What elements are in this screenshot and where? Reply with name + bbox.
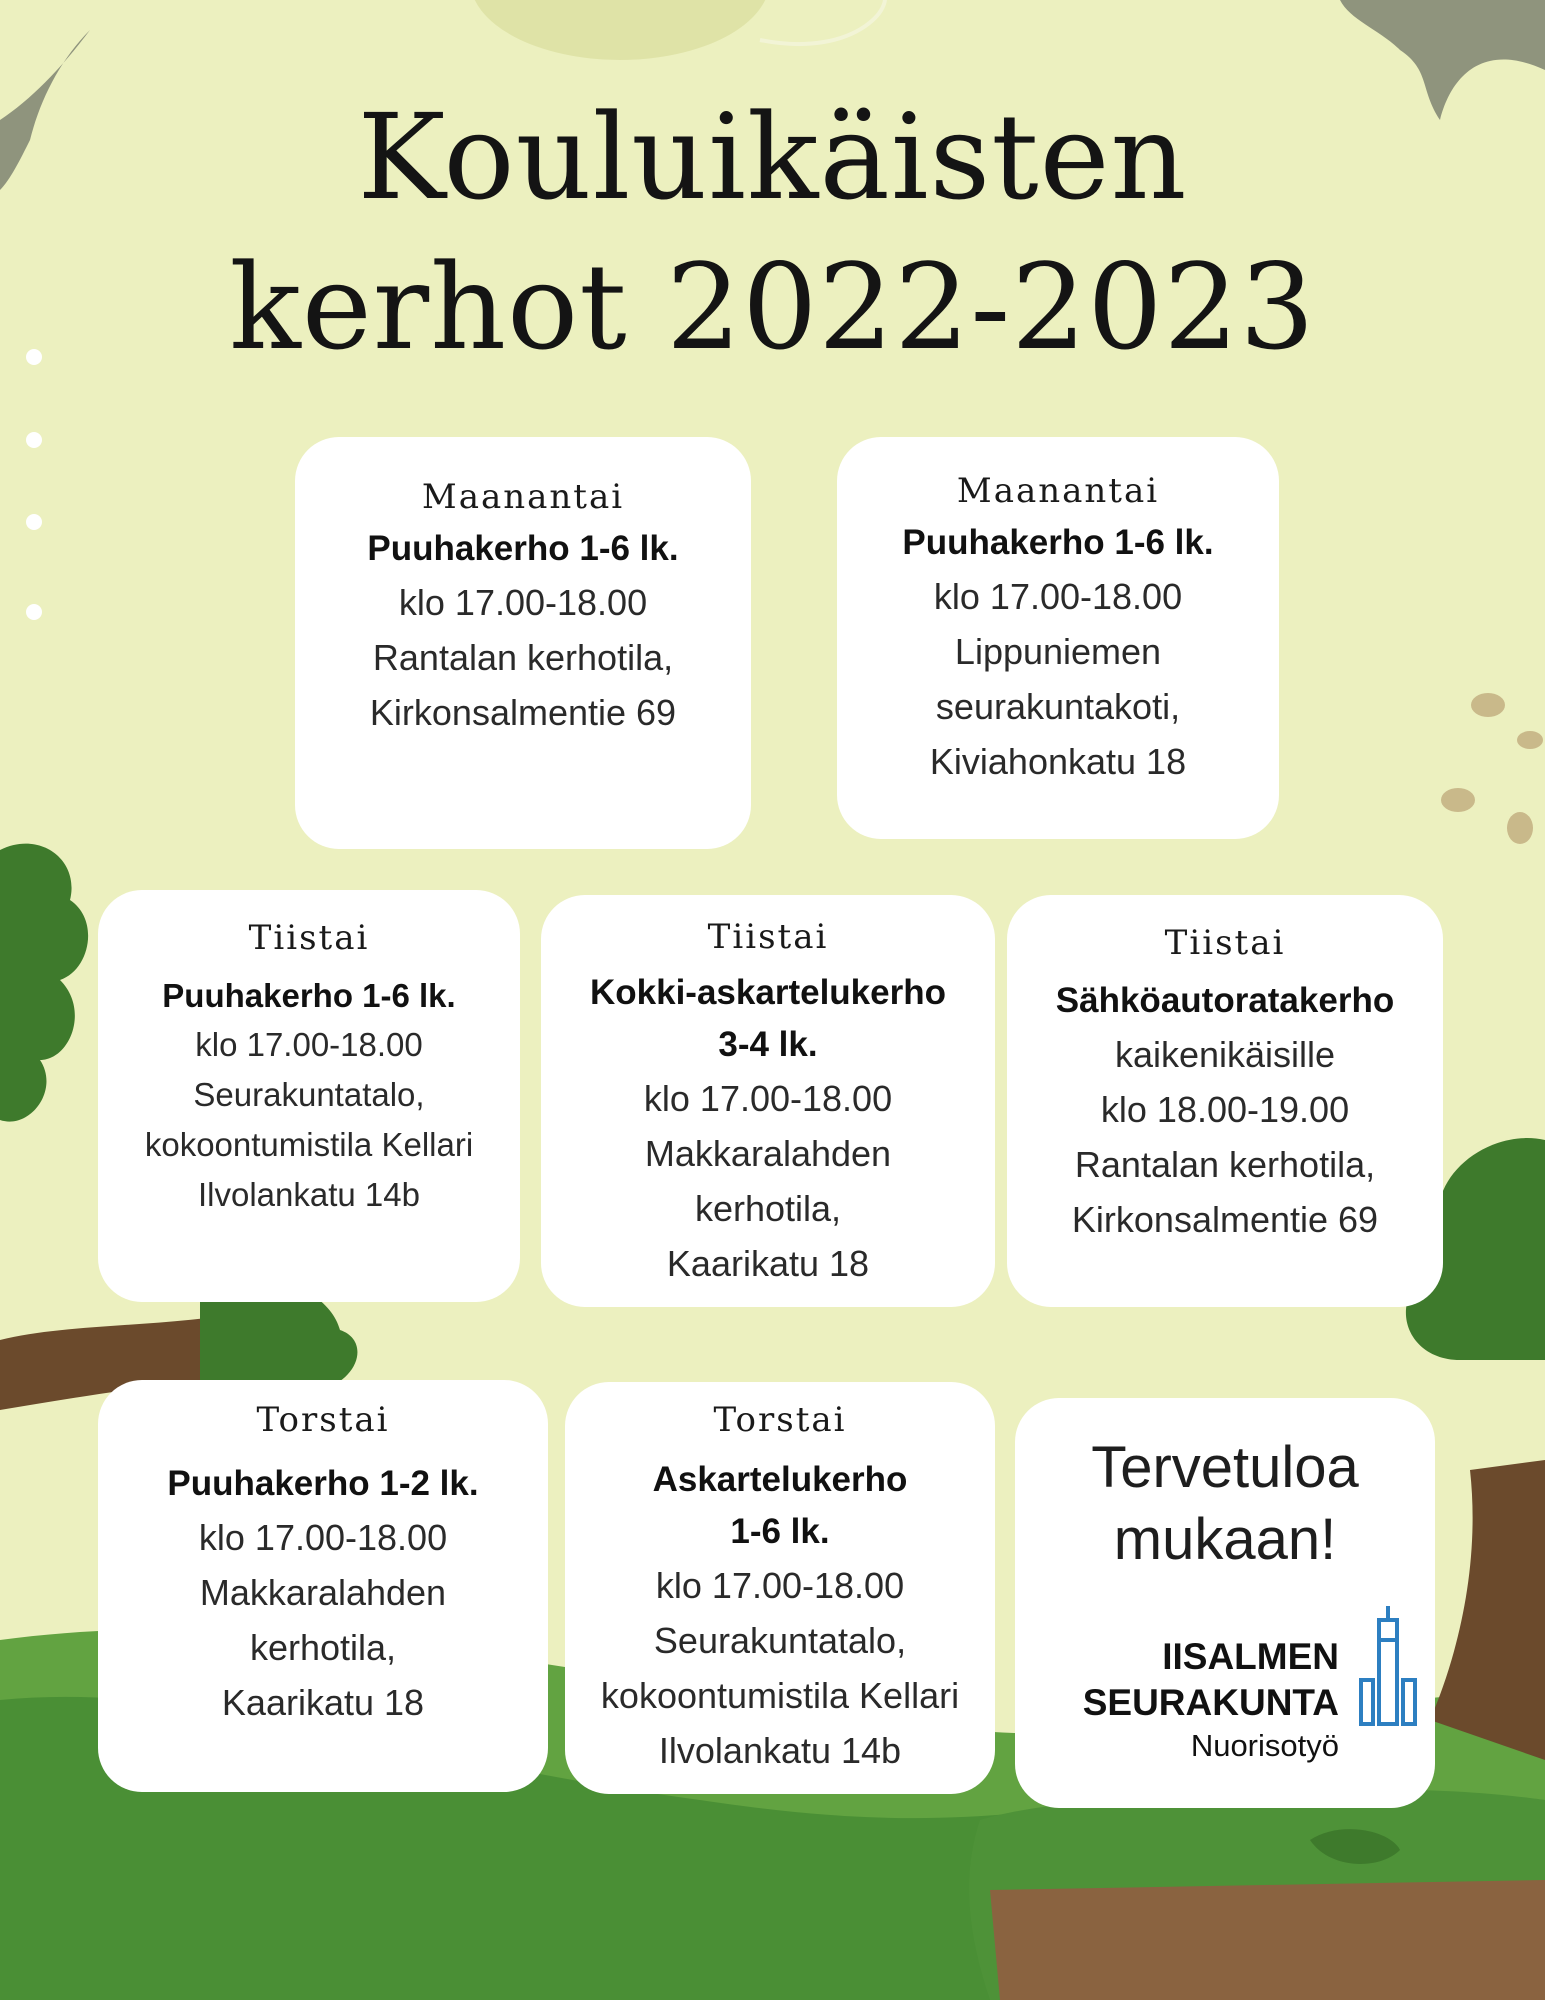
card-address: Ilvolankatu 14b xyxy=(658,1730,902,1771)
club-card-monday-1 xyxy=(295,437,751,849)
card-club-name: Puuhakerho 1-2 lk. xyxy=(167,1464,479,1503)
card-day: Torstai xyxy=(713,1400,847,1440)
card-day: Tiistai xyxy=(1164,923,1286,963)
card-club-name: Puuhakerho 1-6 lk. xyxy=(162,977,456,1014)
card-address: Kirkonsalmentie 69 xyxy=(1071,1199,1379,1240)
welcome-text: mukaan! xyxy=(1113,1507,1337,1572)
club-card-tuesday-1 xyxy=(98,890,520,1302)
card-location: kerhotila, xyxy=(249,1627,397,1668)
card-address: Ilvolankatu 14b xyxy=(198,1176,420,1213)
page-title-line-2: kerhot 2022-2023 xyxy=(229,238,1316,376)
card-location: kokoontumistila Kellari xyxy=(600,1675,960,1716)
club-card-tuesday-3 xyxy=(1007,895,1443,1307)
card-club-name: Kokki-askartelukerho xyxy=(590,973,946,1012)
card-audience: kaikenikäisille xyxy=(1114,1034,1336,1075)
card-club-grade: 1-6 lk. xyxy=(730,1512,830,1551)
card-club-name: Sähköautoratakerho xyxy=(1055,981,1395,1020)
card-time: klo 17.00-18.00 xyxy=(933,576,1183,617)
card-location: seurakuntakoti, xyxy=(935,686,1181,727)
logo-name: IISALMEN xyxy=(1162,1636,1339,1677)
card-address: Kiviahonkatu 18 xyxy=(929,741,1187,782)
card-day: Maanantai xyxy=(956,471,1160,511)
club-card-monday-2 xyxy=(837,437,1279,839)
club-card-tuesday-2 xyxy=(541,895,995,1307)
card-address: Kirkonsalmentie 69 xyxy=(369,692,677,733)
card-day: Torstai xyxy=(256,1400,390,1440)
card-location: Rantalan kerhotila, xyxy=(1074,1144,1376,1185)
card-time: klo 17.00-18.00 xyxy=(643,1078,893,1119)
welcome-card xyxy=(1015,1398,1435,1808)
card-day: Maanantai xyxy=(421,477,625,517)
card-club-name: Askartelukerho xyxy=(652,1460,908,1499)
card-time: klo 18.00-19.00 xyxy=(1100,1089,1350,1130)
card-address: Kaarikatu 18 xyxy=(666,1243,870,1284)
card-day: Tiistai xyxy=(707,917,829,957)
card-club-name: Puuhakerho 1-6 lk. xyxy=(367,529,679,568)
logo-subtitle: Nuorisotyö xyxy=(1190,1728,1339,1763)
card-location: Rantalan kerhotila, xyxy=(372,637,674,678)
card-club-name: Puuhakerho 1-6 lk. xyxy=(902,523,1214,562)
club-card-thursday-2 xyxy=(565,1382,995,1794)
card-time: klo 17.00-18.00 xyxy=(198,1517,448,1558)
card-time: klo 17.00-18.00 xyxy=(398,582,648,623)
club-card-thursday-1 xyxy=(98,1380,548,1792)
card-location: kokoontumistila Kellari xyxy=(144,1126,474,1163)
card-location: Makkaralahden xyxy=(199,1572,447,1613)
card-location: Seurakuntatalo, xyxy=(653,1620,907,1661)
card-day: Tiistai xyxy=(248,918,370,958)
card-address: Kaarikatu 18 xyxy=(221,1682,425,1723)
logo-name: SEURAKUNTA xyxy=(1082,1682,1339,1723)
card-time: klo 17.00-18.00 xyxy=(195,1026,423,1063)
church-tower-icon xyxy=(1359,1606,1417,1728)
card-location: kerhotila, xyxy=(694,1188,842,1229)
card-time: klo 17.00-18.00 xyxy=(655,1565,905,1606)
welcome-text: Tervetuloa xyxy=(1091,1435,1359,1500)
card-location: Lippuniemen xyxy=(954,631,1162,672)
page-title-line-1: Kouluikäisten xyxy=(357,88,1188,226)
card-club-grade: 3-4 lk. xyxy=(718,1025,818,1064)
card-location: Seurakuntatalo, xyxy=(193,1076,425,1113)
card-location: Makkaralahden xyxy=(644,1133,892,1174)
